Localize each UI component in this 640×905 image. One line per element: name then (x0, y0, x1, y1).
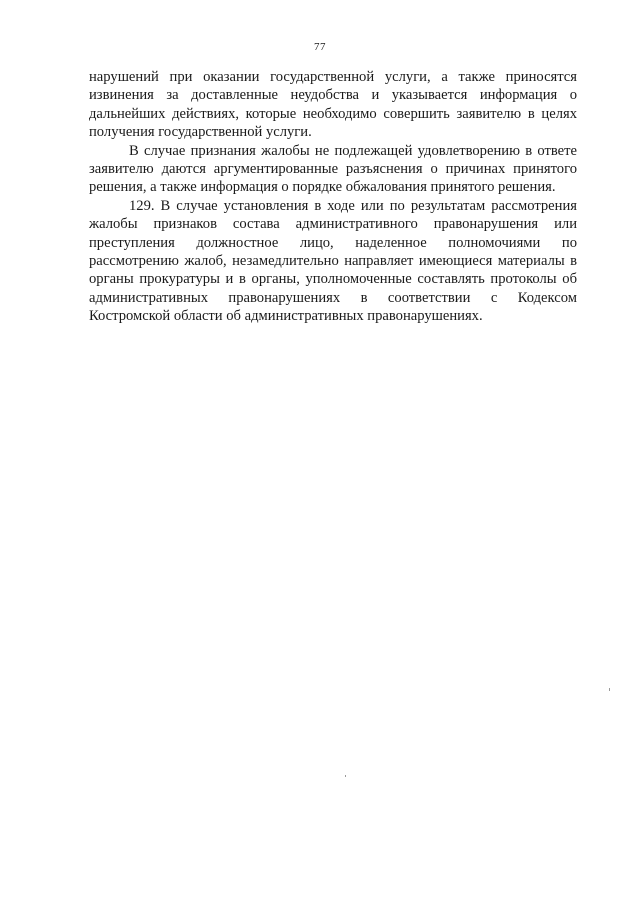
paragraph-continuation: нарушений при оказании государственной услуги, а также приносятся извинения за доставленные неудобства и указывается информация о дальнейших действиях, которые необходимо совершить заявителю в целях получения государственной услуги. (89, 69, 577, 141)
paragraph-129: 129. В случае установления в ходе или по результатам рассмотрения жалобы признаков состава административного правонарушения или преступления должностное лицо, наделенное полномочиями по рассмотрению жалоб, незамедлительно направляет имеющиеся материалы в органы прокуратуры и в органы, уполномоченные составлять протоколы об административных правонарушениях в соответствии с Кодексом Костромской области об административных правонарушениях. (89, 197, 577, 325)
scan-artifact-mark (345, 775, 346, 777)
scan-artifact-mark (609, 688, 610, 691)
document-body (89, 68, 577, 326)
page-number: 77 (314, 41, 326, 53)
paragraph-complaint-rejected: В случае признания жалобы не подлежащей удовлетворению в ответе заявителю даются аргументированные разъяснения о причинах принятого решения, а также информация о порядке обжалования принятого решения. (89, 142, 577, 196)
